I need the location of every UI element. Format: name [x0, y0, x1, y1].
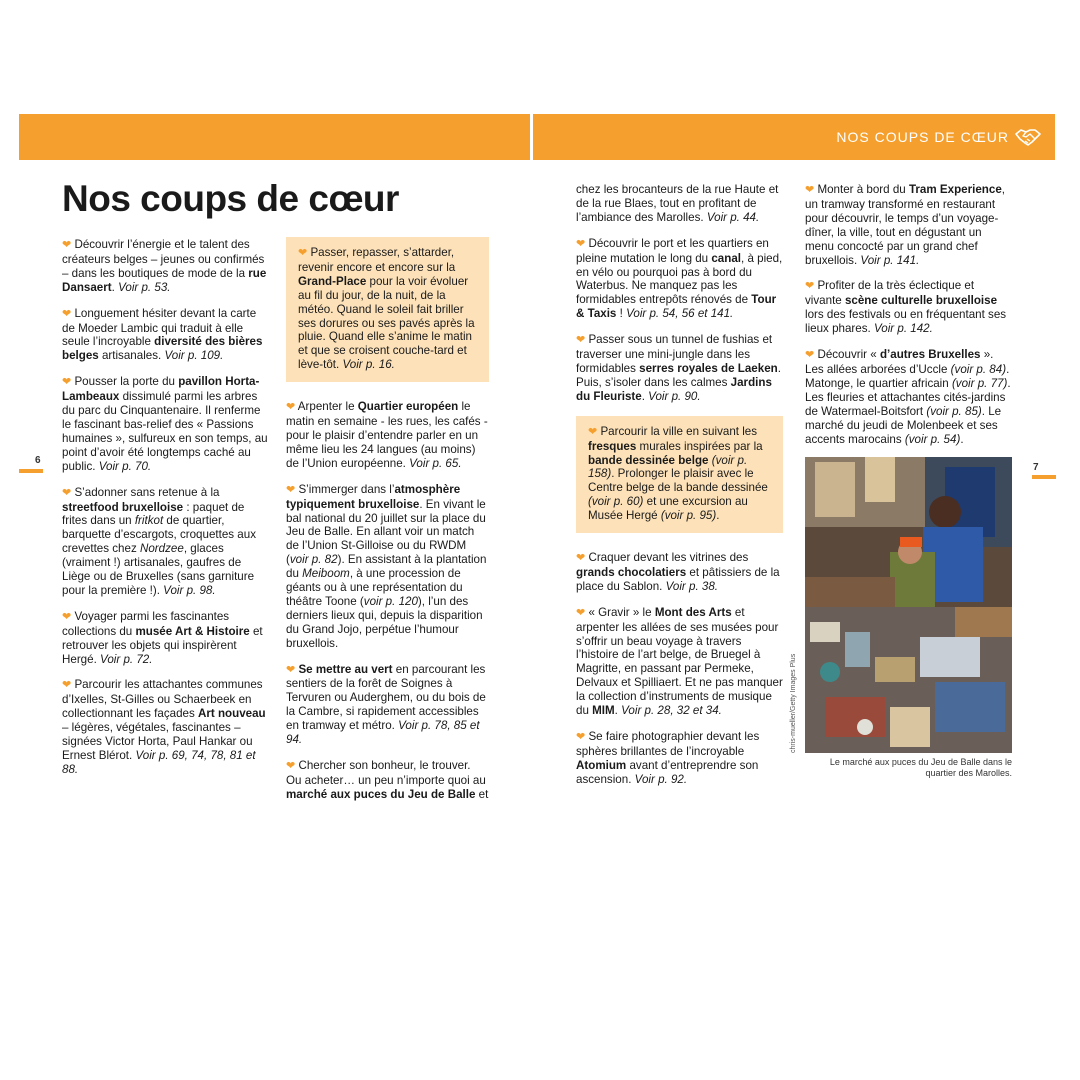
heart-icon: ❤ — [805, 184, 815, 196]
heart-icon: ❤ — [576, 334, 586, 347]
list-item: ❤ Parcourir la ville en suivant les fresques murales inspirées par la bande dessinée belge (voir p. 158). Prolonger le plaisir avec le Centre belge de la bande dessinée (voir p. 60) et une excursion au Musée Hergé (voir p. 95). — [588, 424, 768, 523]
heart-icon: ❤ — [62, 376, 72, 389]
list-item: ❤ Profiter de la très éclectique et vivante scène culturelle bruxelloise lors des festivals ou en fréquentant ses lieux phares. Voir p. 142. — [805, 279, 1007, 336]
heart-icon: ❤ — [576, 731, 586, 743]
list-item: ❤ Passer, repasser, s’attarder, revenir encore et encore sur la Grand-Place pour la voir évoluer au fil du jour, de la nuit, de la météo. Quand le soleil fait briller ses dorures ou ses pavés après la pluie. Quand elle s’anime le matin et que se croisent couche-tard et lève-tôt. Voir p. 16. — [298, 246, 475, 372]
section-header-label: NOS COUPS DE CŒUR — [836, 129, 1009, 145]
column-2 — [286, 237, 489, 814]
list-item: ❤ S’adonner sans retenue à la streetfood bruxelloise : paquet de frites dans un fritkot de quartier, barquette d’escargots, croquettes aux crevettes chez Nordzee, glaces (vraiment !) artisanales, gaufres de Liège ou de Bruxelles (sans garniture pour la première !). Voir p. 98. — [62, 485, 256, 597]
page-marker-left — [19, 469, 43, 473]
photo-credit: chris-mueller/Getty Images Plus — [790, 653, 797, 753]
list-item: ❤ Découvrir « d’autres Bruxelles ». Les allées arborées d’Uccle (voir p. 84). Matonge, le quartier africain (voir p. 77). Les fleuries et attachantes cités-jardins de Watermael-Boitsfort (voir p. 85). Le marché du jeudi de Molenbeek et ses accents marocains (voir p. 54). — [805, 348, 1011, 446]
heart-icon: ❤ — [805, 349, 815, 362]
heart-icon: ❤ — [805, 280, 815, 293]
list-item: ❤ Se faire photographier devant les sphères brillantes de l’incroyable Atomium avant d’entreprendre son ascension. Voir p. 92. — [576, 730, 760, 786]
list-item: ❤ Monter à bord du Tram Experience, un tramway transformé en restaurant pour découvrir, le temps d’un voyage-dîner, la ville, tout en dégustant un menu concocté par un grand chef bruxellois. Voir p. 141. — [805, 183, 1006, 267]
section-header — [836, 114, 1041, 160]
column-4 — [805, 183, 1011, 458]
heart-icon: ❤ — [588, 425, 598, 438]
heart-icon: ❤ — [286, 483, 296, 496]
header-band-left — [19, 114, 530, 160]
list-item: ❤ « Gravir » le Mont des Arts et arpenter les allées de ses musées pour s’offrir un beau voyage à travers l’histoire de l’art belge, de Bruegel à Magritte, en passant par Permeke, Delvaux et Spilliaert. Et ne pas manquer la collection d’instruments de musique du MIM. Voir p. 28, 32 et 34. — [576, 605, 783, 718]
list-item: ❤ Passer sous un tunnel de fushias et traverser une mini-jungle dans les formidables serres royales de Laeken. Puis, s’isoler dans les calmes Jardins du Fleuriste. Voir p. 90. — [576, 333, 781, 403]
list-item: ❤ Se mettre au vert en parcourant les sentiers de la forêt de Soignes à Tervuren ou Auderghem, ou du bois de la Cambre, si rapidement accessibles en tramway et métro. Voir p. 78, 85 et 94. — [286, 662, 486, 747]
page-title: Nos coups de cœur — [62, 178, 399, 219]
list-item: ❤ S’immerger dans l’atmosphère typiquement bruxelloise. En vivant le bal national du 20 juillet sur la place du Jeu de Balle. En allant voir un match de l’Union St-Gilloise ou du RWDM (voir p. 82). En assistant à la plantation du Meiboom, à une procession de géants ou à une représentation du théâtre Toone (voir p. 120), l’un des derniers lieux qui, depuis la disparition du Grand Jojo, perpétue l’humour bruxellois. — [286, 482, 487, 650]
heart-icon: ❤ — [286, 401, 296, 414]
list-item: ❤ Arpenter le Quartier européen le matin en semaine - les rues, les cafés - pour le plaisir d’entendre parler en un même lieu les 24 langues (au moins) de l’Union européenne. Voir p. 65. — [286, 400, 488, 470]
heart-icon: ❤ — [298, 247, 308, 259]
page-number-right: 7 — [1033, 462, 1039, 473]
heart-icon: ❤ — [62, 307, 72, 320]
heart-icon: ❤ — [286, 760, 296, 772]
list-item: ❤ Chercher son bonheur, le trouver. Ou acheter… un peu n’importe quoi au marché aux puces du Jeu de Balle et — [286, 759, 489, 801]
heart-icon: ❤ — [576, 237, 586, 250]
heart-icon: ❤ — [62, 610, 72, 623]
heart-icon: ❤ — [576, 606, 586, 619]
list-item: ❤ Longuement hésiter devant la carte de Moeder Lambic qui traduit à elle seule l’incroyable diversité des bières belges artisanales. Voir p. 109. — [62, 306, 263, 363]
highlight-box — [576, 416, 783, 533]
heart-icon: ❤ — [62, 486, 72, 499]
column-3 — [576, 183, 783, 799]
heart-icon: ❤ — [62, 679, 72, 692]
list-item-continued: chez les brocanteurs de la rue Haute et de la rue Blaes, tout en profitant de l’ambiance des Marolles. Voir p. 44. — [576, 183, 779, 224]
list-item: ❤ Découvrir l’énergie et le talent des créateurs belges – jeunes ou confirmés – dans les boutiques de mode de la rue Dansaert. Voir p. 53. — [62, 238, 267, 294]
list-item: ❤ Parcourir les attachantes communes d’Ixelles, St-Gilles ou Schaerbeek en collectionnant les façades Art nouveau – légères, végétales, fascinantes – signées Victor Horta, Paul Hankar ou Ernest Blérot. Voir p. 69, 74, 78, 81 et 88. — [62, 678, 266, 776]
handshake-icon — [1015, 127, 1041, 147]
heart-icon: ❤ — [62, 239, 72, 251]
heart-icon: ❤ — [576, 552, 586, 565]
highlight-box — [286, 237, 489, 382]
list-item: ❤ Craquer devant les vitrines des grands chocolatiers et pâtissiers de la place du Sablon. Voir p. 38. — [576, 551, 780, 593]
page-number-left: 6 — [35, 455, 41, 466]
list-item: ❤ Pousser la porte du pavillon Horta-Lambeaux dissimulé parmi les arbres du parc du Cinquantenaire. Il renferme le fascinant bas-relief des « Passions humaines », sulfureux en son temps, au point d’avoir été longtemps caché au public. Voir p. 70. — [62, 375, 268, 473]
list-item: ❤ Découvrir le port et les quartiers en pleine mutation le long du canal, à pied, en vélo ou pourquoi pas à bord du Waterbus. Ne manquez pas les formidables entrepôts rénovés de Tour & Taxis ! Voir p. 54, 56 et 141. — [576, 236, 783, 321]
column-1 — [62, 238, 268, 789]
page-marker-right — [1032, 475, 1056, 479]
list-item: ❤ Voyager parmi les fascinantes collections du musée Art & Histoire et retrouver les objets qui inspirèrent Hergé. Voir p. 72. — [62, 609, 263, 666]
header-band-right — [533, 114, 1055, 160]
market-photo — [805, 457, 1012, 753]
market-photo-illustration — [805, 457, 1012, 753]
heart-icon: ❤ — [286, 663, 296, 676]
photo-caption: Le marché aux puces du Jeu de Balle dans le quartier des Marolles. — [829, 757, 1012, 778]
